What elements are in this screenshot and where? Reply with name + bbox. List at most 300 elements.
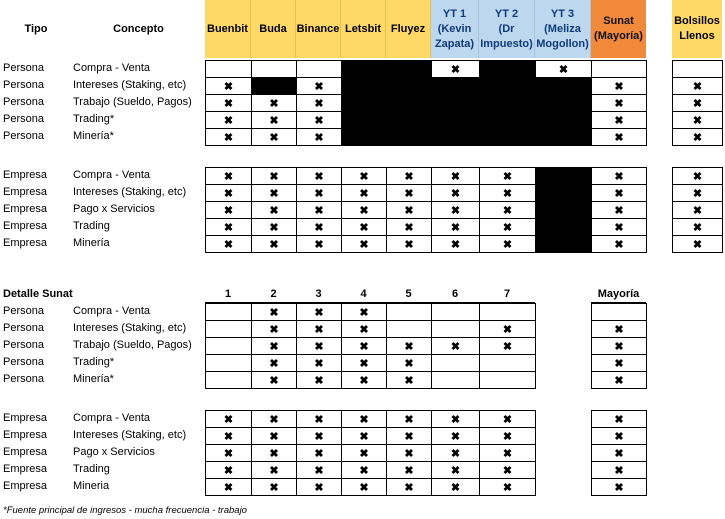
check-mark-cell (386, 410, 432, 428)
empty-cell (479, 371, 536, 389)
check-mark-cell (341, 371, 387, 389)
check-mark-cell (251, 354, 297, 372)
detalle-persona-row-tipo: Persona (3, 305, 44, 317)
x-mark-icon: ✖ (450, 413, 461, 426)
check-mark-cell (251, 94, 297, 112)
x-mark-icon: ✖ (502, 170, 513, 183)
x-mark-icon: ✖ (269, 374, 279, 387)
x-mark-icon: ✖ (269, 170, 279, 183)
x-mark-icon: ✖ (614, 221, 624, 234)
x-mark-icon: ✖ (502, 447, 513, 460)
x-mark-icon: ✖ (502, 187, 513, 200)
check-mark-cell (341, 354, 387, 372)
detalle-empresa-row-tipo: Empresa (3, 412, 48, 424)
detalle-empresa-row-concepto: Intereses (Staking, etc) (73, 429, 187, 441)
empty-cell (672, 60, 723, 78)
x-mark-icon: ✖ (404, 357, 414, 370)
x-mark-icon: ✖ (614, 187, 624, 200)
check-mark-cell (205, 77, 252, 95)
detalle-number-4: 4 (360, 288, 367, 300)
check-mark-cell (251, 461, 297, 479)
x-mark-icon: ✖ (223, 170, 234, 183)
empresa-row-concepto: Pago x Servicios (73, 203, 155, 215)
blocked-cell (535, 235, 592, 253)
x-mark-icon: ✖ (614, 430, 624, 443)
x-mark-icon: ✖ (359, 221, 369, 234)
check-mark-cell (591, 94, 647, 112)
header-buda: Buda (251, 0, 296, 58)
check-mark-cell (431, 235, 480, 253)
empty-cell (479, 303, 536, 321)
header-buenbit: Buenbit (205, 0, 251, 58)
x-mark-icon: ✖ (223, 413, 234, 426)
x-mark-icon: ✖ (314, 340, 324, 353)
check-mark-cell (296, 77, 342, 95)
check-mark-cell (591, 320, 647, 338)
x-mark-icon: ✖ (404, 481, 414, 494)
check-mark-cell (296, 371, 342, 389)
blocked-cell (535, 201, 592, 219)
detalle-empresa-row-concepto: Compra - Venta (73, 412, 151, 424)
check-mark-cell (431, 478, 480, 496)
x-mark-icon: ✖ (404, 187, 414, 200)
check-mark-cell (341, 410, 387, 428)
check-mark-cell (251, 128, 297, 146)
blocked-cell (479, 128, 536, 146)
check-mark-cell (251, 201, 297, 219)
empty-cell (205, 354, 252, 372)
blocked-cell (386, 94, 432, 112)
check-mark-cell (296, 410, 342, 428)
check-mark-cell (431, 337, 480, 355)
empresa-row-concepto: Trading (73, 220, 110, 232)
blocked-cell (479, 94, 536, 112)
x-mark-icon: ✖ (450, 447, 461, 460)
x-mark-icon: ✖ (269, 430, 279, 443)
empresa-row-tipo: Empresa (3, 203, 48, 215)
check-mark-cell (251, 427, 297, 445)
check-mark-cell (672, 218, 723, 236)
x-mark-icon: ✖ (359, 481, 369, 494)
check-mark-cell (591, 111, 647, 129)
detalle-empresa-row-concepto: Trading (73, 463, 110, 475)
detalle-title: Detalle Sunat (3, 288, 73, 300)
x-mark-icon: ✖ (404, 430, 414, 443)
x-mark-icon: ✖ (450, 221, 461, 234)
check-mark-cell (296, 320, 342, 338)
x-mark-icon: ✖ (359, 413, 369, 426)
x-mark-icon: ✖ (314, 170, 324, 183)
x-mark-icon: ✖ (450, 63, 461, 76)
x-mark-icon: ✖ (404, 221, 414, 234)
x-mark-icon: ✖ (223, 187, 234, 200)
x-mark-icon: ✖ (223, 481, 234, 494)
check-mark-cell (341, 235, 387, 253)
check-mark-cell (431, 410, 480, 428)
x-mark-icon: ✖ (502, 323, 513, 336)
x-mark-icon: ✖ (269, 204, 279, 217)
check-mark-cell (251, 444, 297, 462)
check-mark-cell (672, 94, 723, 112)
x-mark-icon: ✖ (614, 323, 624, 336)
x-mark-icon: ✖ (502, 204, 513, 217)
x-mark-icon: ✖ (692, 131, 703, 144)
check-mark-cell (251, 184, 297, 202)
check-mark-cell (251, 410, 297, 428)
x-mark-icon: ✖ (314, 114, 324, 127)
x-mark-icon: ✖ (269, 114, 279, 127)
blocked-cell (341, 77, 387, 95)
check-mark-cell (251, 111, 297, 129)
x-mark-icon: ✖ (359, 464, 369, 477)
x-mark-icon: ✖ (359, 170, 369, 183)
check-mark-cell (341, 218, 387, 236)
x-mark-icon: ✖ (502, 464, 513, 477)
check-mark-cell (341, 478, 387, 496)
detalle-persona-row-concepto: Trading* (73, 356, 115, 368)
blocked-cell (386, 128, 432, 146)
check-mark-cell (386, 461, 432, 479)
check-mark-cell (386, 371, 432, 389)
x-mark-icon: ✖ (269, 481, 279, 494)
check-mark-cell (296, 303, 342, 321)
check-mark-cell (341, 427, 387, 445)
persona-row-concepto: Trabajo (Sueldo, Pagos) (73, 96, 192, 108)
x-mark-icon: ✖ (269, 131, 279, 144)
check-mark-cell (386, 337, 432, 355)
persona-row-concepto: Compra - Venta (73, 62, 151, 74)
x-mark-icon: ✖ (692, 187, 703, 200)
x-mark-icon: ✖ (614, 80, 624, 93)
check-mark-cell (479, 444, 536, 462)
check-mark-cell (672, 77, 723, 95)
x-mark-icon: ✖ (614, 413, 624, 426)
blocked-cell (431, 94, 480, 112)
check-mark-cell (251, 320, 297, 338)
detalle-number-1: 1 (224, 288, 232, 300)
check-mark-cell (251, 478, 297, 496)
x-mark-icon: ✖ (269, 464, 279, 477)
check-mark-cell (479, 320, 536, 338)
x-mark-icon: ✖ (614, 204, 624, 217)
check-mark-cell (431, 167, 480, 185)
persona-row-concepto: Trading* (73, 113, 115, 125)
empty-cell (205, 60, 252, 78)
header-yt1: YT 1 (Kevin Zapata) (431, 0, 479, 58)
check-mark-cell (591, 478, 647, 496)
check-mark-cell (205, 218, 252, 236)
x-mark-icon: ✖ (269, 97, 279, 110)
detalle-number-5: 5 (405, 288, 412, 300)
x-mark-icon: ✖ (314, 97, 324, 110)
blocked-cell (251, 77, 297, 95)
check-mark-cell (479, 201, 536, 219)
x-mark-icon: ✖ (558, 63, 569, 76)
check-mark-cell (296, 184, 342, 202)
check-mark-cell (672, 111, 723, 129)
detalle-empresa-row-tipo: Empresa (3, 429, 48, 441)
empresa-row-tipo: Empresa (3, 220, 48, 232)
detalle-empresa-row-tipo: Empresa (3, 480, 48, 492)
blocked-cell (386, 77, 432, 95)
x-mark-icon: ✖ (614, 114, 624, 127)
check-mark-cell (431, 427, 480, 445)
x-mark-icon: ✖ (614, 97, 624, 110)
check-mark-cell (341, 184, 387, 202)
header-binance: Binance (296, 0, 341, 58)
check-mark-cell (296, 354, 342, 372)
check-mark-cell (386, 201, 432, 219)
x-mark-icon: ✖ (404, 238, 414, 251)
check-mark-cell (591, 461, 647, 479)
empty-cell (591, 303, 647, 321)
x-mark-icon: ✖ (359, 187, 369, 200)
empty-cell (386, 303, 432, 321)
x-mark-icon: ✖ (692, 114, 703, 127)
persona-row-concepto: Minería* (73, 130, 114, 142)
x-mark-icon: ✖ (359, 204, 369, 217)
x-mark-icon: ✖ (450, 170, 461, 183)
x-mark-icon: ✖ (314, 131, 324, 144)
x-mark-icon: ✖ (359, 357, 369, 370)
blocked-cell (431, 128, 480, 146)
check-mark-cell (591, 444, 647, 462)
x-mark-icon: ✖ (450, 340, 461, 353)
check-mark-cell (431, 218, 480, 236)
empty-cell (431, 303, 480, 321)
empresa-row-concepto: Intereses (Staking, etc) (73, 186, 187, 198)
x-mark-icon: ✖ (223, 464, 234, 477)
x-mark-icon: ✖ (223, 97, 234, 110)
check-mark-cell (591, 354, 647, 372)
check-mark-cell (205, 410, 252, 428)
empty-cell (431, 320, 480, 338)
check-mark-cell (431, 444, 480, 462)
check-mark-cell (296, 461, 342, 479)
x-mark-icon: ✖ (269, 323, 279, 336)
x-mark-icon: ✖ (692, 97, 703, 110)
x-mark-icon: ✖ (269, 413, 279, 426)
x-mark-icon: ✖ (359, 447, 369, 460)
check-mark-cell (251, 303, 297, 321)
x-mark-icon: ✖ (614, 464, 624, 477)
detalle-number-6: 6 (451, 288, 459, 300)
check-mark-cell (431, 60, 480, 78)
detalle-empresa-row-concepto: Mineria (73, 480, 110, 492)
blocked-cell (431, 77, 480, 95)
check-mark-cell (251, 167, 297, 185)
check-mark-cell (251, 235, 297, 253)
x-mark-icon: ✖ (314, 221, 324, 234)
check-mark-cell (431, 201, 480, 219)
x-mark-icon: ✖ (404, 413, 414, 426)
check-mark-cell (479, 167, 536, 185)
check-mark-cell (205, 444, 252, 462)
blocked-cell (431, 111, 480, 129)
check-mark-cell (341, 303, 387, 321)
check-mark-cell (591, 235, 647, 253)
blocked-cell (386, 60, 432, 78)
blocked-cell (341, 94, 387, 112)
header-concepto: Concepto (113, 22, 164, 35)
check-mark-cell (479, 235, 536, 253)
check-mark-cell (296, 337, 342, 355)
x-mark-icon: ✖ (269, 306, 279, 319)
x-mark-icon: ✖ (502, 430, 513, 443)
x-mark-icon: ✖ (359, 306, 369, 319)
x-mark-icon: ✖ (314, 238, 324, 251)
detalle-empresa-row-tipo: Empresa (3, 463, 48, 475)
blocked-cell (341, 128, 387, 146)
x-mark-icon: ✖ (223, 131, 234, 144)
blocked-cell (479, 60, 536, 78)
x-mark-icon: ✖ (692, 204, 703, 217)
check-mark-cell (672, 184, 723, 202)
check-mark-cell (386, 167, 432, 185)
x-mark-icon: ✖ (223, 204, 234, 217)
check-mark-cell (591, 371, 647, 389)
x-mark-icon: ✖ (614, 481, 624, 494)
check-mark-cell (341, 461, 387, 479)
check-mark-cell (341, 201, 387, 219)
empty-cell (205, 337, 252, 355)
check-mark-cell (479, 427, 536, 445)
empty-cell (591, 60, 647, 78)
check-mark-cell (672, 167, 723, 185)
check-mark-cell (296, 444, 342, 462)
blocked-cell (535, 218, 592, 236)
check-mark-cell (386, 218, 432, 236)
header-yt2: YT 2 (Dr Impuesto) (479, 0, 535, 58)
x-mark-icon: ✖ (359, 374, 369, 387)
detalle-empresa-row-concepto: Pago x Servicios (73, 446, 155, 458)
x-mark-icon: ✖ (692, 238, 703, 251)
detalle-persona-row-concepto: Compra - Venta (73, 305, 151, 317)
blocked-cell (341, 60, 387, 78)
header-fluyez: Fluyez (386, 0, 431, 58)
detalle-persona-row-concepto: Trabajo (Sueldo, Pagos) (73, 339, 192, 351)
empty-cell (431, 371, 480, 389)
check-mark-cell (205, 128, 252, 146)
check-mark-cell (386, 354, 432, 372)
x-mark-icon: ✖ (404, 170, 414, 183)
check-mark-cell (296, 167, 342, 185)
check-mark-cell (386, 444, 432, 462)
check-mark-cell (591, 410, 647, 428)
blocked-cell (535, 167, 592, 185)
check-mark-cell (296, 427, 342, 445)
persona-row-tipo: Persona (3, 62, 44, 74)
x-mark-icon: ✖ (450, 187, 461, 200)
check-mark-cell (672, 235, 723, 253)
detalle-persona-row-tipo: Persona (3, 356, 44, 368)
detalle-persona-row-concepto: Minería* (73, 373, 114, 385)
x-mark-icon: ✖ (450, 238, 461, 251)
persona-row-tipo: Persona (3, 96, 44, 108)
x-mark-icon: ✖ (314, 481, 324, 494)
empty-cell (251, 60, 297, 78)
check-mark-cell (591, 337, 647, 355)
blocked-cell (386, 111, 432, 129)
x-mark-icon: ✖ (614, 357, 624, 370)
x-mark-icon: ✖ (404, 374, 414, 387)
x-mark-icon: ✖ (223, 447, 234, 460)
x-mark-icon: ✖ (269, 447, 279, 460)
empty-cell (205, 371, 252, 389)
x-mark-icon: ✖ (614, 170, 624, 183)
blocked-cell (535, 77, 592, 95)
check-mark-cell (341, 444, 387, 462)
x-mark-icon: ✖ (692, 80, 703, 93)
empty-cell (431, 354, 480, 372)
persona-row-tipo: Persona (3, 113, 44, 125)
x-mark-icon: ✖ (314, 323, 324, 336)
detalle-mayoria-label: Mayoría (597, 288, 640, 300)
check-mark-cell (479, 184, 536, 202)
check-mark-cell (205, 94, 252, 112)
x-mark-icon: ✖ (314, 357, 324, 370)
blocked-cell (535, 111, 592, 129)
x-mark-icon: ✖ (269, 187, 279, 200)
detalle-persona-row-tipo: Persona (3, 339, 44, 351)
x-mark-icon: ✖ (404, 464, 414, 477)
detalle-empresa-row-tipo: Empresa (3, 446, 48, 458)
check-mark-cell (479, 218, 536, 236)
check-mark-cell (296, 235, 342, 253)
blocked-cell (535, 184, 592, 202)
header-sunat: Sunat (Mayoría) (591, 0, 646, 58)
x-mark-icon: ✖ (450, 481, 461, 494)
check-mark-cell (386, 478, 432, 496)
x-mark-icon: ✖ (404, 204, 414, 217)
x-mark-icon: ✖ (359, 238, 369, 251)
x-mark-icon: ✖ (614, 131, 624, 144)
empresa-row-concepto: Compra - Venta (73, 169, 151, 181)
x-mark-icon: ✖ (692, 170, 703, 183)
blocked-cell (535, 94, 592, 112)
x-mark-icon: ✖ (614, 238, 624, 251)
blocked-cell (479, 111, 536, 129)
empty-cell (479, 354, 536, 372)
check-mark-cell (296, 128, 342, 146)
x-mark-icon: ✖ (502, 221, 513, 234)
blocked-cell (479, 77, 536, 95)
check-mark-cell (205, 235, 252, 253)
x-mark-icon: ✖ (359, 340, 369, 353)
check-mark-cell (296, 201, 342, 219)
check-mark-cell (341, 320, 387, 338)
check-mark-cell (296, 218, 342, 236)
x-mark-icon: ✖ (223, 238, 234, 251)
x-mark-icon: ✖ (404, 447, 414, 460)
check-mark-cell (205, 478, 252, 496)
blocked-cell (535, 128, 592, 146)
header-yt3: YT 3 (Meliza Mogollon) (535, 0, 591, 58)
check-mark-cell (251, 218, 297, 236)
header-tipo: Tipo (24, 22, 48, 35)
check-mark-cell (296, 111, 342, 129)
check-mark-cell (431, 184, 480, 202)
x-mark-icon: ✖ (269, 221, 279, 234)
x-mark-icon: ✖ (614, 340, 624, 353)
check-mark-cell (251, 371, 297, 389)
x-mark-icon: ✖ (314, 204, 324, 217)
detalle-number-7: 7 (503, 288, 511, 300)
x-mark-icon: ✖ (502, 238, 513, 251)
check-mark-cell (205, 461, 252, 479)
x-mark-icon: ✖ (404, 340, 414, 353)
check-mark-cell (591, 184, 647, 202)
